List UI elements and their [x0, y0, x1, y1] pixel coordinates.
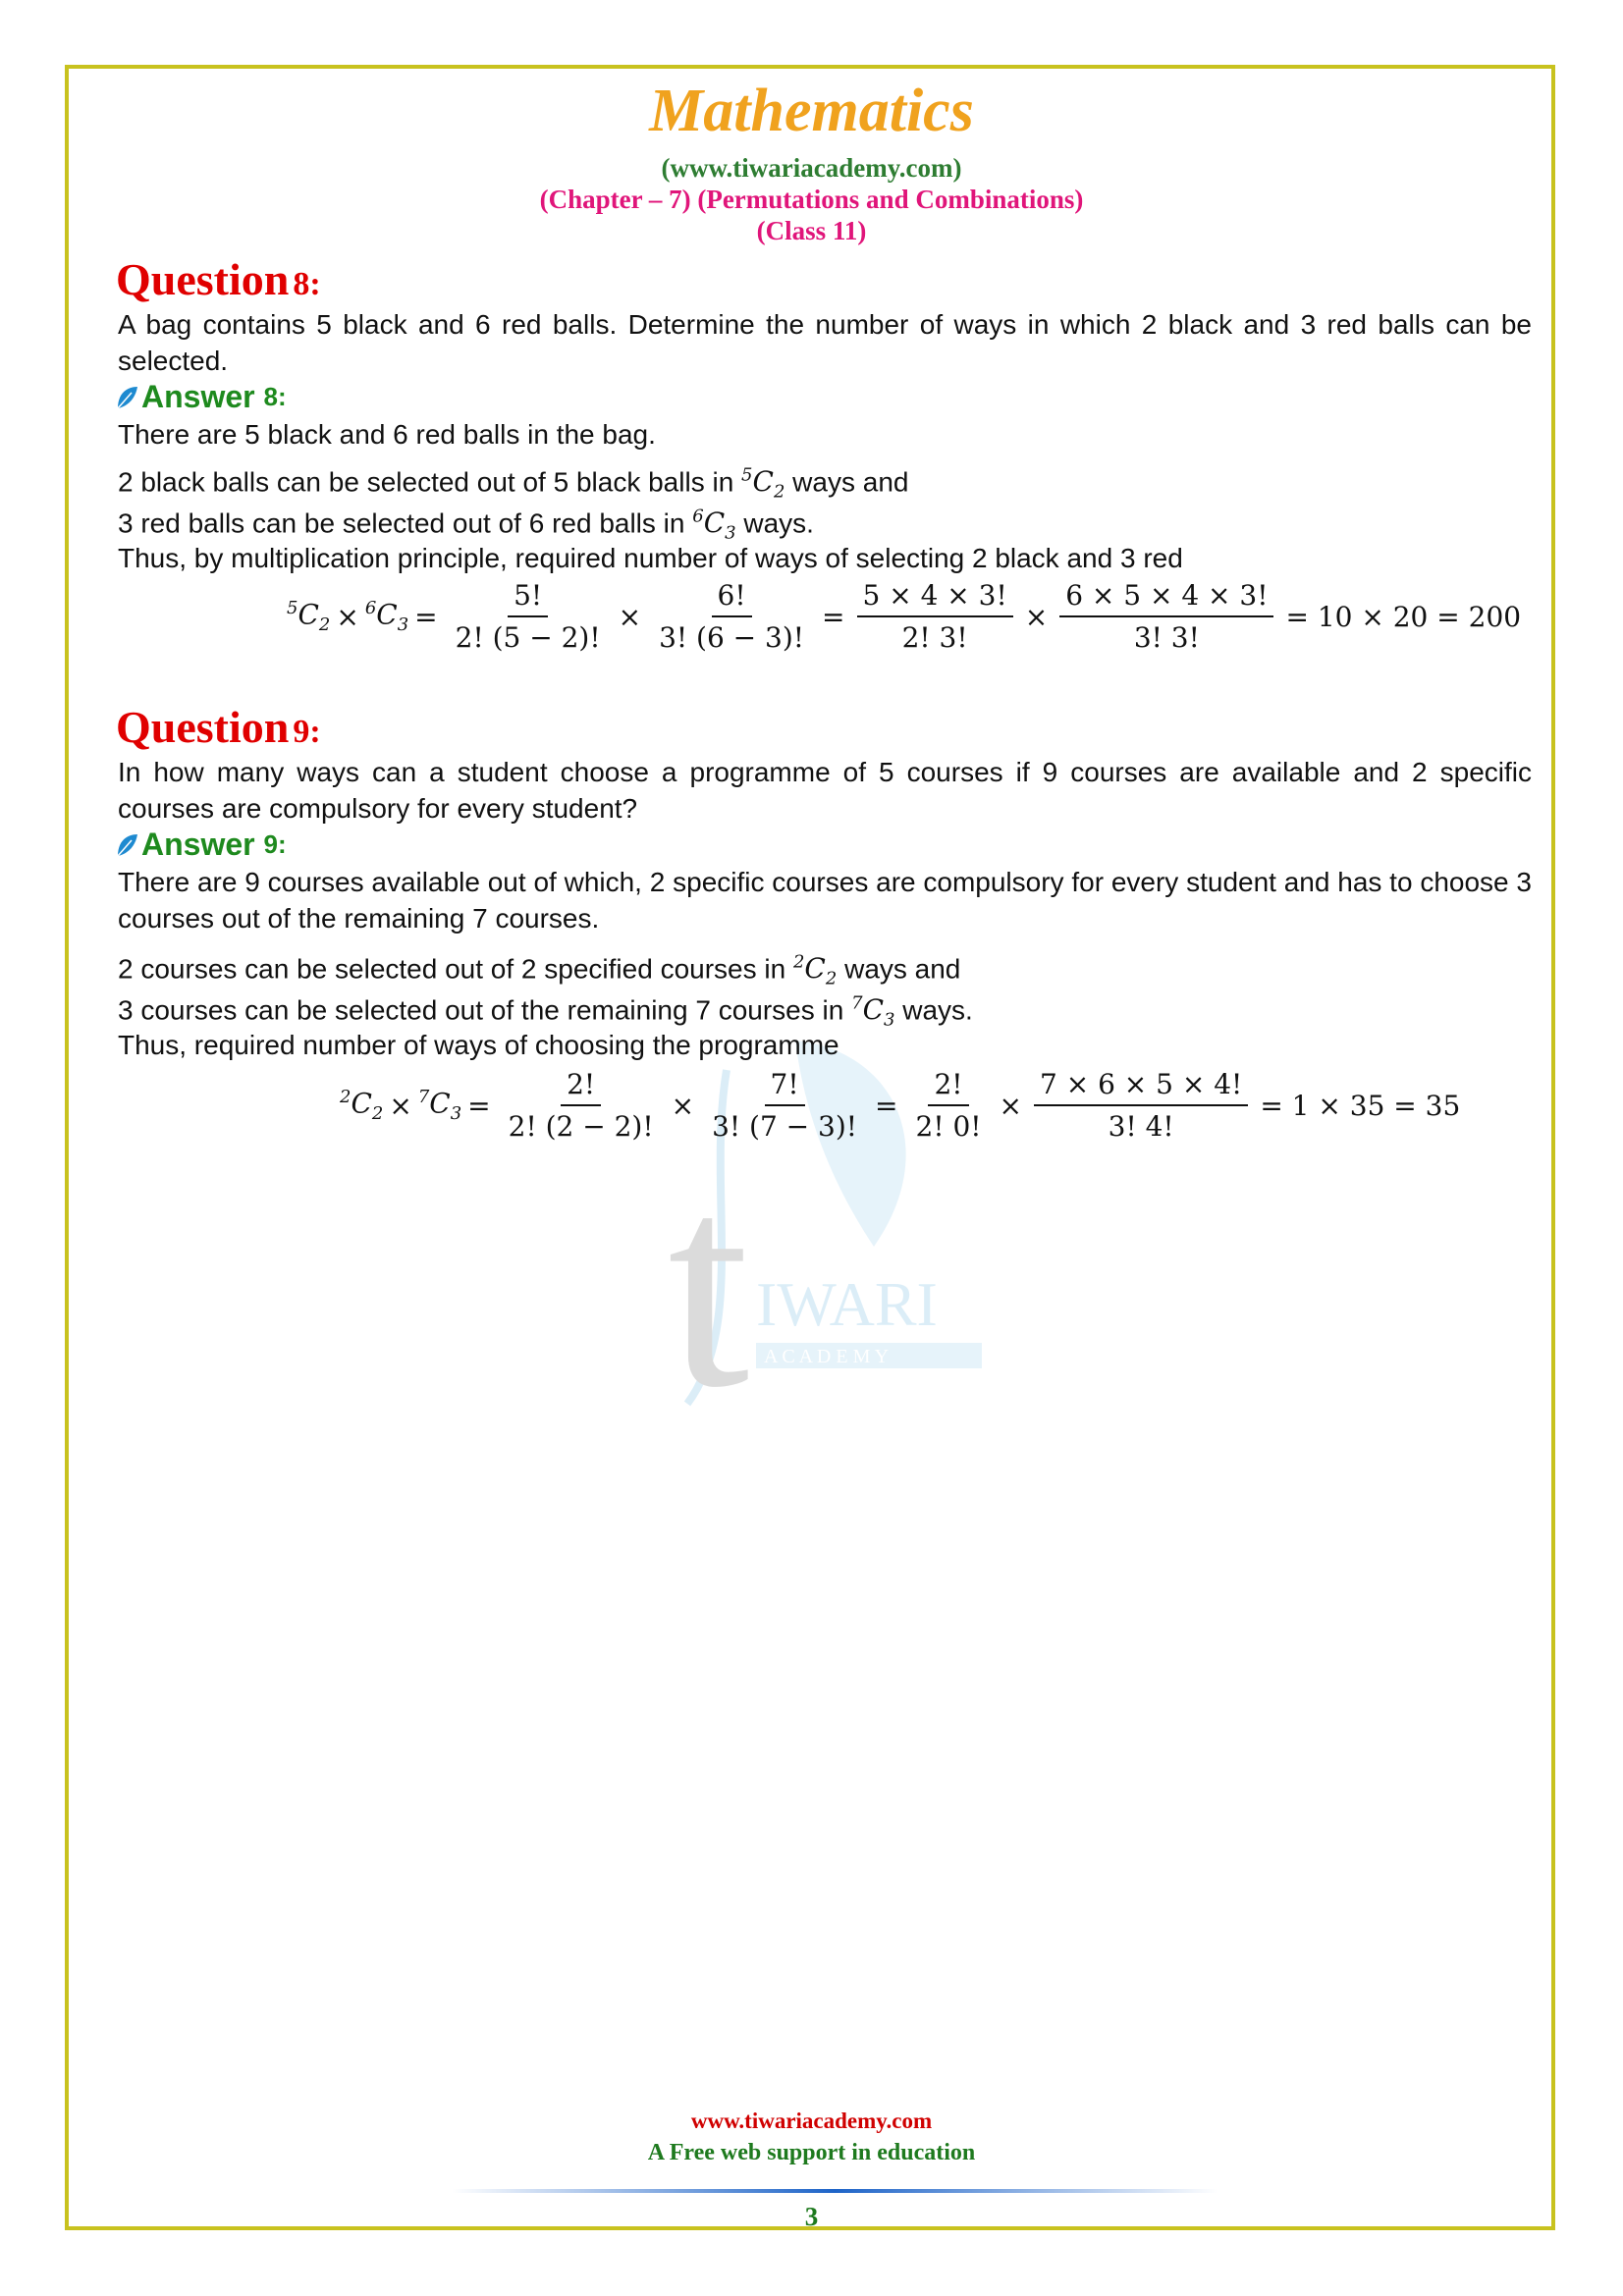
question-9-text: In how many ways can a student choose a programme of 5 courses if 9 courses are available and 2 specific courses are compulsory for every student?	[118, 757, 1532, 824]
watermark-sub: A C A D E M Y	[764, 1346, 890, 1367]
answer-9-heading: Answer 9:	[114, 827, 287, 863]
page-title: Mathematics	[649, 78, 974, 144]
answer-8-line-2: 2 black balls can be selected out of 5 black balls in $^5C_2$ ways and	[118, 465, 909, 503]
answer-9-equation: $^2C_2$ × $^7C_3$ = $\frac{2!}{2! (2 - 2)!}$ × $\frac{7!}{3! (7 - 3)!}$ = $\frac{2!}{2! 0!}$ × $\frac{7 \times 6 \times 5 \times 4!}{3! 4!}$ = 1 × 35 = 35	[340, 1068, 1461, 1143]
answer-9-line-2: 2 courses can be selected out of 2 specified courses in $^2C_2$ ways and	[118, 952, 961, 989]
watermark-letter: t	[668, 1122, 750, 1443]
question-8-text: A bag contains 5 black and 6 red balls. Determine the number of ways in which 2 black and 3 red balls can be selected.	[118, 309, 1532, 376]
footer-site-link[interactable]: www.tiwariacademy.com	[690, 2109, 933, 2133]
header-chapter: (Chapter – 7) (Permutations and Combinations)	[539, 185, 1084, 214]
page-number: 3	[804, 2202, 819, 2231]
header-site: (www.tiwariacademy.com)	[661, 153, 962, 183]
header-class: (Class 11)	[756, 216, 867, 245]
question-9-heading: Question 9:	[116, 702, 321, 752]
watermark-name: IWARI	[756, 1269, 938, 1339]
footer-tagline: A Free web support in education	[647, 2140, 976, 2165]
footer-divider	[452, 2189, 1217, 2193]
leaf-icon	[114, 385, 139, 410]
question-8-heading: Question 8:	[116, 254, 321, 304]
answer-8-line-1: There are 5 black and 6 red balls in the bag.	[118, 419, 656, 450]
answer-9-line-3: 3 courses can be selected out of the remaining 7 courses in $^7C_3$ ways.	[118, 993, 973, 1031]
answer-9-line-1: There are 9 courses available out of which, 2 specific courses are compulsory for every student and has to choose 3 courses out of the remaining 7 courses.	[118, 867, 1532, 934]
answer-8-line-4: Thus, by multiplication principle, required number of ways of selecting 2 black and 3 red	[118, 543, 1183, 573]
leaf-icon	[114, 832, 139, 858]
answer-8-equation: $^5C_2$ × $^6C_3$ = $\frac{5!}{2! (5 - 2)!}$ × $\frac{6!}{3! (6 - 3)!}$ = $\frac{5 \times 4 \times 3!}{2! 3!}$ × $\frac{6 \times 5 \times 4 \times 3!}{3! 3!}$ = 10 × 20 = 200	[287, 579, 1522, 654]
answer-9-line-4: Thus, required number of ways of choosing the programme	[118, 1030, 839, 1060]
answer-8-line-3: 3 red balls can be selected out of 6 red balls in $^6C_3$ ways.	[118, 507, 814, 544]
answer-8-heading: Answer 8:	[114, 379, 287, 415]
